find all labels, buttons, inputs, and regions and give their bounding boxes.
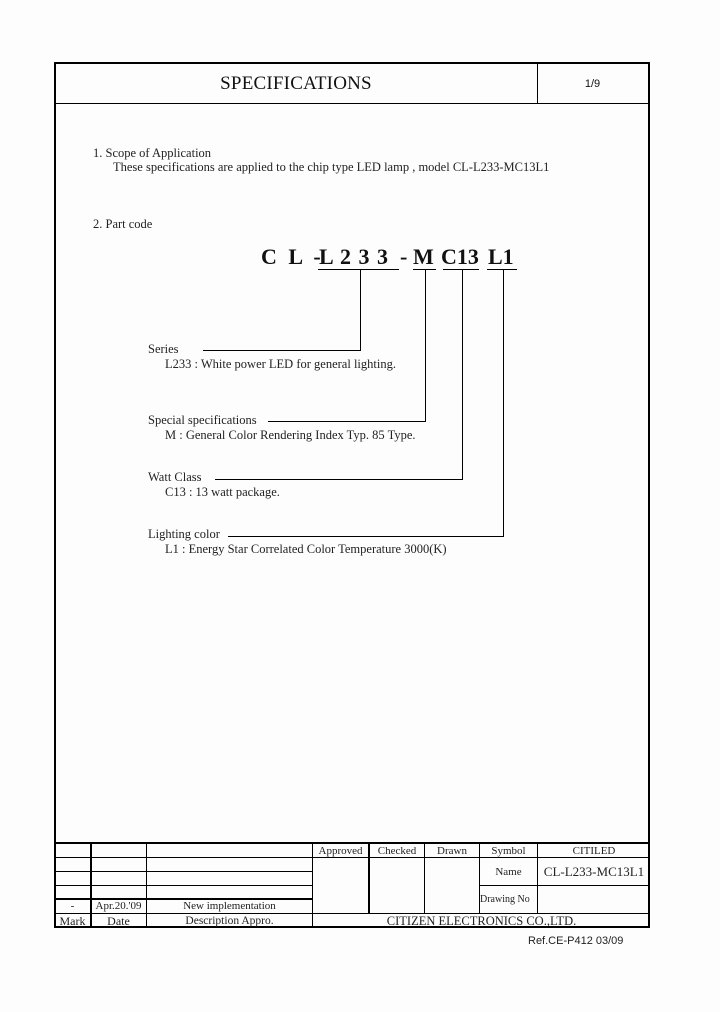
series-connector-h [203,350,361,351]
symbol-value: CITILED [572,844,616,857]
page-number: 1/9 [584,77,601,90]
color-connector-v [503,269,504,537]
special-connector-h [268,421,426,422]
approved-header: Approved [318,844,363,857]
watt-underline [443,269,479,270]
section-scope-heading: 1. Scope of Application [93,146,212,160]
field-watt-desc: C13 : 13 watt package. [165,485,280,499]
rev-header-date: Date [107,914,130,928]
series-underline [318,269,399,270]
symbol-label: Symbol [491,844,526,857]
company-name: CITIZEN ELECTRONICS CO.,LTD. [386,914,577,928]
watt-connector-h [215,479,463,480]
page-frame [54,62,650,928]
field-series-label: Series [148,342,179,356]
color-connector-h [228,536,504,537]
field-color-desc: L1 : Energy Star Correlated Color Temperature 3000(K) [165,542,447,556]
part-code-color: L1 [488,244,514,269]
special-connector-v [425,269,426,422]
checked-header: Checked [377,844,417,857]
name-label: Name [495,865,522,878]
rev-row-line [54,871,312,872]
field-watt-label: Watt Class [148,470,202,484]
rev-row-line [54,857,312,858]
rev-header-mark: Mark [59,914,86,928]
header-divider [54,103,650,104]
drawing-no-label: Drawing No [480,894,530,905]
reference-code: Ref.CE-P412 03/09 [528,935,624,947]
page-title: SPECIFICATIONS [220,72,372,94]
series-connector-v [360,269,361,351]
section-scope-body: These specifications are applied to the chip type LED lamp , model CL-L233-MC13L1 [113,160,550,174]
field-special-desc: M : General Color Rendering Index Typ. 85 Type. [165,428,416,442]
field-color-label: Lighting color [148,527,220,541]
color-underline [487,269,517,270]
part-code-special: M [413,244,434,269]
part-code-prefix: C L - [261,244,324,269]
rev-date: Apr.20.'09 [95,900,142,912]
drawn-header: Drawn [437,844,467,857]
section-partcode-heading: 2. Part code [93,217,153,231]
drawing-no-value [538,886,650,913]
watt-connector-v [462,269,463,480]
rev-header-desc: Description Appro. [185,915,274,927]
part-code-watt: C13 [441,244,479,269]
name-value: CL-L233-MC13L1 [543,863,645,879]
field-special-label: Special specifications [148,413,257,427]
rev-desc: New implementation [183,900,276,912]
part-code-separator: - [400,244,412,269]
rev-mark: - [70,900,75,912]
field-series-desc: L233 : White power LED for general lighting. [165,357,396,371]
rev-row-line [54,885,312,886]
part-code-series: L 2 3 3 [319,244,389,269]
